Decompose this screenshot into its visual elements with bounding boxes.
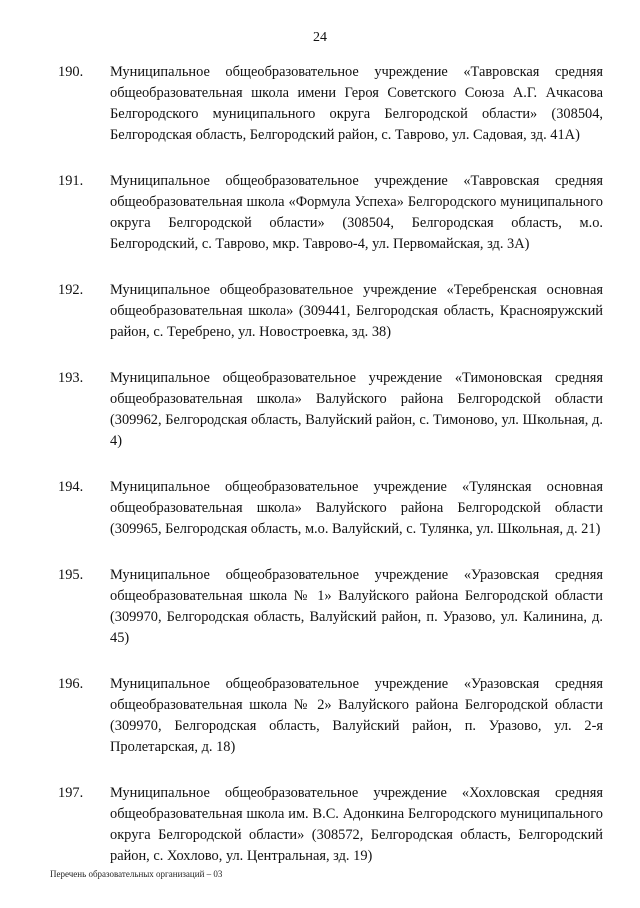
item-number: 196.	[58, 676, 84, 692]
item-text: Муниципальное общеобразовательное учреждение «Тулянская основная общеобразовательная школа» Валуйского района Белгородской области (309965, Белгородская область, м.о. Валуйский, с. Тулянка, ул. Школьная, д. 21)	[110, 479, 603, 537]
list-item	[58, 62, 603, 146]
item-number: 191.	[58, 173, 84, 189]
item-number: 194.	[58, 479, 84, 495]
organization-list	[58, 62, 603, 892]
item-text: Муниципальное общеобразовательное учреждение «Уразовская средняя общеобразовательная школа № 2» Валуйского района Белгородской области (309970, Белгородская область, Валуйский район, п. Уразово, ул. 2-я Пролетарская, д. 18)	[110, 676, 603, 755]
item-text: Муниципальное общеобразовательное учреждение «Тавровская средняя общеобразовательная школа имени Героя Советского Союза А.Г. Ачкасова Белгородского муниципального округа Белгородской области» (308504, Белгородская область, Белгородский район, с. Таврово, ул. Садовая, зд. 41А)	[110, 64, 603, 143]
item-number: 197.	[58, 785, 84, 801]
item-number: 193.	[58, 370, 84, 386]
page-footer: Перечень образовательных организаций – 03	[50, 869, 223, 879]
item-text: Муниципальное общеобразовательное учреждение «Хохловская средняя общеобразовательная школа им. В.С. Адонкина Белгородского муниципального округа Белгородской области» (308572, Белгородская область, Белгородский район, с. Хохлово, ул. Центральная, зд. 19)	[110, 785, 603, 864]
list-item	[58, 171, 603, 255]
list-item	[58, 783, 603, 867]
list-item	[58, 674, 603, 758]
list-item	[58, 280, 603, 343]
item-number: 195.	[58, 567, 84, 583]
list-item	[58, 368, 603, 452]
item-text: Муниципальное общеобразовательное учреждение «Тавровская средняя общеобразовательная школа «Формула Успеха» Белгородского муниципального округа Белгородской области» (308504, Белгородская область, м.о. Белгородский, с. Таврово, мкр. Таврово-4, ул. Первомайская, зд. 3А)	[110, 173, 603, 252]
item-text: Муниципальное общеобразовательное учреждение «Теребренская основная общеобразовательная школа» (309441, Белгородская область, Краснояружский район, с. Теребрено, ул. Новостроевка, зд. 38)	[110, 282, 603, 340]
page-number: 24	[313, 30, 327, 45]
list-item	[58, 477, 603, 540]
list-item	[58, 565, 603, 649]
item-text: Муниципальное общеобразовательное учреждение «Тимоновская средняя общеобразовательная школа» Валуйского района Белгородской области (309962, Белгородская область, Валуйский район, с. Тимоново, ул. Школьная, д. 4)	[110, 370, 603, 449]
item-text: Муниципальное общеобразовательное учреждение «Уразовская средняя общеобразовательная школа № 1» Валуйского района Белгородской области (309970, Белгородская область, Валуйский район, п. Уразово, ул. Калинина, д. 45)	[110, 567, 603, 646]
item-number: 192.	[58, 282, 84, 298]
item-number: 190.	[58, 64, 84, 80]
